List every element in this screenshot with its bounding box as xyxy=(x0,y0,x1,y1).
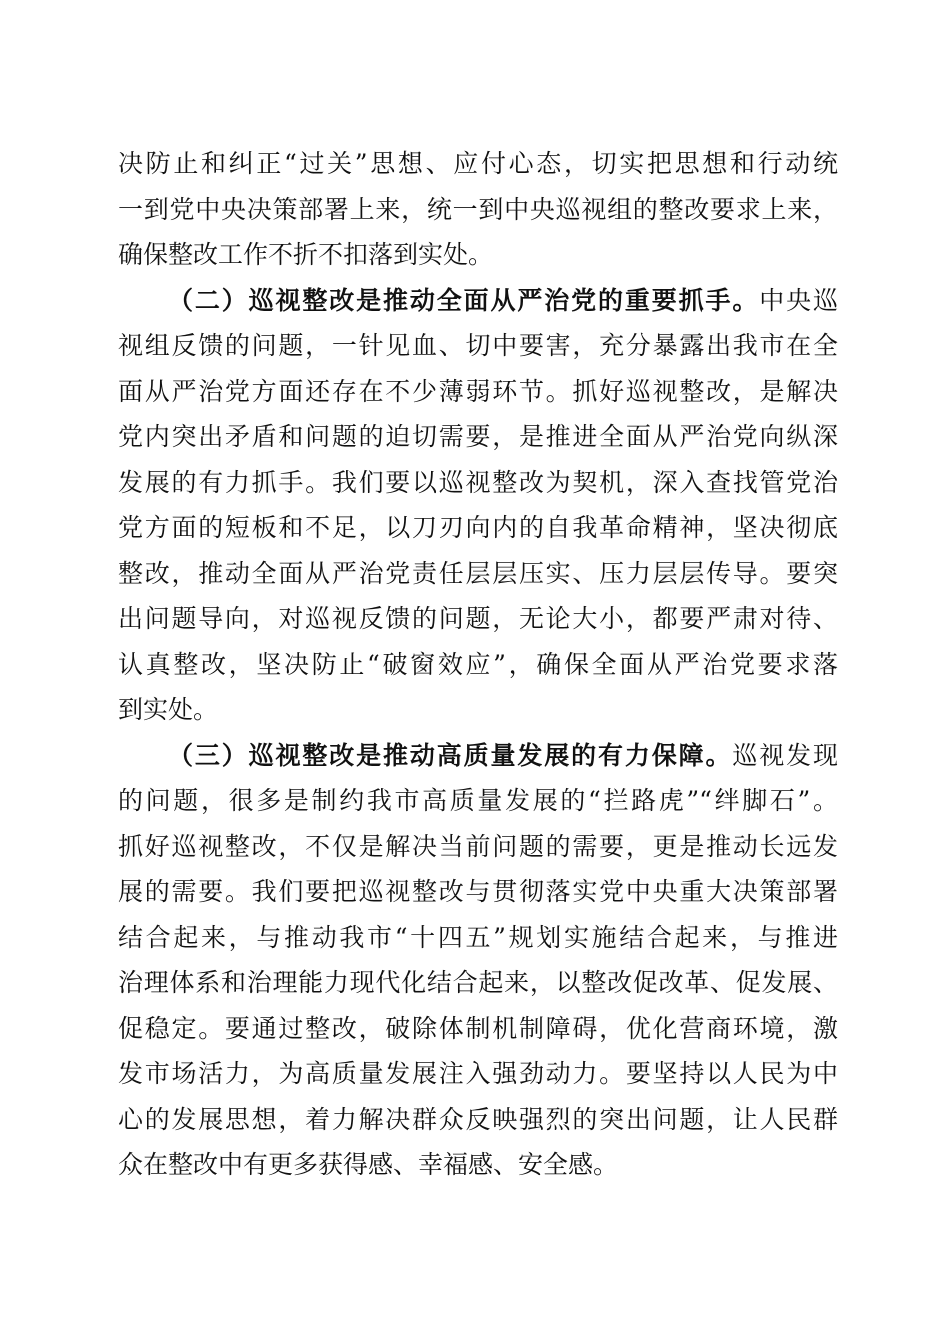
paragraph-section-2 xyxy=(118,278,838,733)
paragraph-continuation xyxy=(118,141,838,278)
text-line: 出问题导向，对巡视反馈的问题，无论大小，都要严肃对待、 xyxy=(118,604,838,633)
section-heading: （二）巡视整改是推动全面从严治党的重要抓手。 xyxy=(168,285,760,315)
section-first-line xyxy=(118,733,838,779)
text-line: 发展的有力抓手。我们要以巡视整改为契机，深入查找管党治 xyxy=(118,467,838,497)
paragraph-section-3 xyxy=(118,733,838,1188)
text-line: 展的需要。我们要把巡视整改与贯彻落实党中央重大决策部署 xyxy=(118,877,838,906)
document-body xyxy=(118,141,838,1188)
text-line: 决防止和纠正“过关”思想、应付心态，切实把思想和行动统 xyxy=(118,149,838,178)
text-line: 确保整改工作不折不扣落到实处。 xyxy=(118,240,494,269)
text-line: 的问题，很多是制约我市高质量发展的“拦路虎”“绊脚石”。 xyxy=(118,786,838,815)
text-line: 心的发展思想，着力解决群众反映强烈的突出问题，让人民群 xyxy=(118,1104,838,1134)
section-heading: （三）巡视整改是推动高质量发展的有力保障。 xyxy=(168,740,733,770)
text-line: 一到党中央决策部署上来，统一到中央巡视组的整改要求上来， xyxy=(118,194,838,224)
section-first-line xyxy=(118,278,838,324)
section-heading-rest: 巡视发现 xyxy=(732,740,838,770)
text-line: 治理体系和治理能力现代化结合起来，以整改促改革、促发展、 xyxy=(118,968,838,997)
text-line: 面从严治党方面还存在不少薄弱环节。抓好巡视整改，是解决 xyxy=(118,376,838,406)
text-line: 认真整改，坚决防止“破窗效应”，确保全面从严治党要求落 xyxy=(118,649,838,679)
text-line: 党内突出矛盾和问题的迫切需要，是推进全面从严治党向纵深 xyxy=(118,422,838,451)
text-line: 整改，推动全面从严治党责任层层压实、压力层层传导。要突 xyxy=(118,558,838,588)
text-line: 众在整改中有更多获得感、幸福感、安全感。 xyxy=(118,1150,619,1179)
text-line: 党方面的短板和不足，以刀刃向内的自我革命精神，坚决彻底 xyxy=(118,513,838,542)
text-line: 结合起来，与推动我市“十四五”规划实施结合起来，与推进 xyxy=(118,922,838,952)
section-heading-rest: 中央巡 xyxy=(759,285,838,315)
text-line: 到实处。 xyxy=(118,695,219,724)
text-line: 发市场活力，为高质量发展注入强劲动力。要坚持以人民为中 xyxy=(118,1059,838,1088)
text-line: 视组反馈的问题，一针见血、切中要害，充分暴露出我市在全 xyxy=(118,331,838,360)
text-line: 抓好巡视整改，不仅是解决当前问题的需要，更是推动长远发 xyxy=(118,831,838,861)
text-line: 促稳定。要通过整改，破除体制机制障碍，优化营商环境，激 xyxy=(118,1013,838,1043)
